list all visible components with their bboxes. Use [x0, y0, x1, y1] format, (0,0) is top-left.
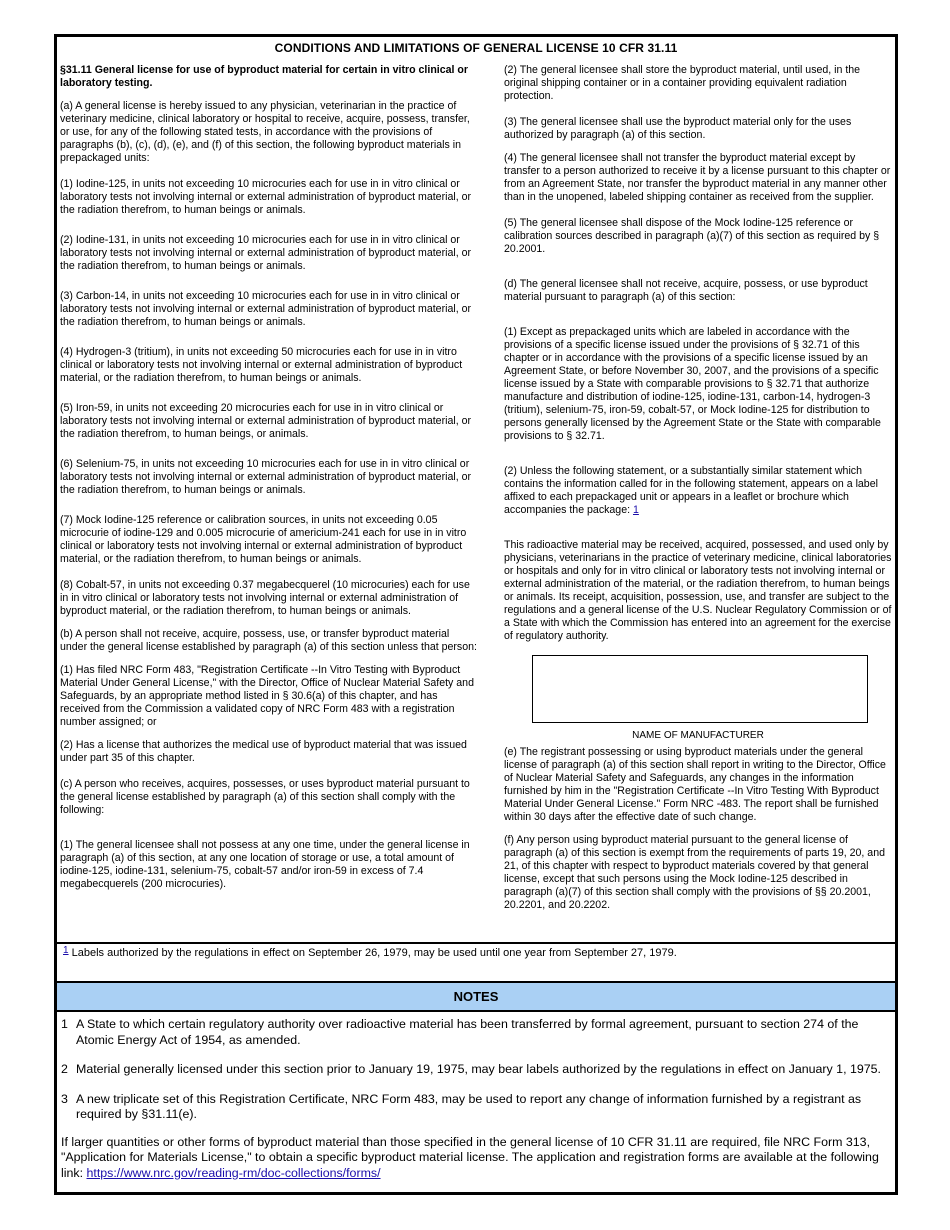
paragraph-d1: (1) Except as prepackaged units which are labeled in accordance with the provisions of a specific license issued under the provisions of § 32.71 of this chapter or in accordance with the provisions of a specific license issued by an Agreement State, or before November 30, 2007, and the provisions of a specific license issued by a State with comparable provisions to § 32.71 that authorize manufacture and distribution of iodine-125, iodine-131, carbon-14, hydrogen-3 (tritium), selenium-75, iron-59, cobalt-57, or Mock Iodine-125 for distribution to persons generally licensed by the Agreement State or the State with comparable provisions to § 32.71.	[504, 326, 881, 442]
paragraph-d: (d) The general licensee shall not receive, acquire, possess, or use byproduct material pursuant to paragraph (a) of this section:	[504, 278, 868, 303]
paragraph-a4: (4) Hydrogen-3 (tritium), in units not exceeding 50 microcuries each for use in in vitro clinical or laboratory tests not involving internal or external administration of byproduct material, or the radiation therefrom, to human beings or animals.	[60, 346, 463, 384]
paragraph-a8: (8) Cobalt-57, in units not exceeding 0.37 megabecquerel (10 microcuries) each for use in in vitro clinical or laboratory tests not involving internal or external administration of byproduct material, or the radiation therefrom, to human beings or animals.	[60, 579, 470, 617]
paragraph-a6: (6) Selenium-75, in units not exceeding 10 microcuries each for use in in vitro clinical or laboratory tests not involving internal or external administration of byproduct material, or the radiation therefrom, to human beings or animals.	[60, 458, 472, 496]
footnote-ref-link[interactable]: 1	[632, 504, 639, 516]
footnote-divider	[57, 942, 895, 944]
note-number: 3	[61, 1091, 68, 1106]
paragraph-e: (e) The registrant possessing or using byproduct materials under the general license of paragraph (a) of this section shall report in writing to the Director, Office of Nuclear Material Safety and Safeguards, any changes in the information furnished by him in the "Registration Certificate --In Vitro Testing With Byproduct Material Under General License." Form NRC -483. The report shall be furnished within 30 days after the effective date of such change.	[504, 746, 886, 823]
note-text: A new triplicate set of this Registration Certificate, NRC Form 483, may be used to report any change of information furnished by a registrant as required by §31.11(e).	[76, 1091, 862, 1121]
footnote-text: Labels authorized by the regulations in effect on September 26, 1979, may be used until one year from September 27, 1979.	[71, 947, 677, 959]
notes-list	[61, 1017, 889, 1193]
note-item	[61, 1092, 889, 1123]
paragraph-b: (b) A person shall not receive, acquire, possess, use, or transfer byproduct material under the general license established by paragraph (a) of this section unless that person:	[60, 628, 477, 653]
paragraph-c5: (5) The general licensee shall dispose of the Mock Iodine-125 reference or calibration sources described in paragraph (a)(7) of this section as required by § 20.2001.	[504, 217, 880, 255]
paragraph-a7: (7) Mock Iodine-125 reference or calibration sources, in units not exceeding 0.05 microcurie of iodine-129 and 0.005 microcurie of americium-241 each for use in in vitro clinical or laboratory tests not involving internal or external administration of byproduct material, or the radiation therefrom, to human beings or animals.	[60, 514, 467, 565]
paragraph-a2: (2) Iodine-131, in units not exceeding 10 microcuries each for use in in vitro clinical or laboratory tests not involving internal or external administration of byproduct material, or the radiation therefrom, to human beings or animals.	[60, 234, 472, 272]
label-statement: This radioactive material may be received, acquired, possessed, and used only by physicians, veterinarians in the practice of veterinary medicine, clinical laboratories or hospitals and only for in vitro clinical or laboratory tests not involving internal or external administration of the material, or the radiation therefrom, to human beings or animals. Its receipt, acquisition, possession, use, and transfer are subject to the regulations and a general license of the U.S. Nuclear Regulatory Commission or of a State with which the Commission has entered into an agreement for the exercise of regulatory authority.	[504, 539, 892, 642]
manufacturer-label: NAME OF MANUFACTURER	[632, 730, 764, 741]
right-column	[504, 64, 892, 912]
paragraph-f: (f) Any person using byproduct material pursuant to the general license of paragraph (a) of this section is exempt from the requirements of parts 19, 20, and 21, of this chapter with respect to byproduct materials covered by that general license, except that such persons using the Mock Iodine-125 described in paragraph (a)(7) of this section shall comply with the provisions of §§ 20.2001, 20.2201, and 20.2202.	[504, 834, 885, 911]
footnote-marker-link[interactable]: 1	[63, 945, 69, 956]
section-heading: §31.11 General license for use of byproduct material for certain in vitro clinical or laboratory testing.	[60, 64, 468, 89]
paragraph-a3: (3) Carbon-14, in units not exceeding 10 microcuries each for use in in vitro clinical or laboratory tests not involving internal or external administration of byproduct material, or the radiation therefrom, to human beings or animals.	[60, 290, 472, 328]
paragraph-a1: (1) Iodine-125, in units not exceeding 10 microcuries each for use in in vitro clinical or laboratory tests not involving internal or external administration of byproduct material, or the radiation therefrom, to human beings or animals.	[60, 178, 472, 216]
paragraph-a: (a) A general license is hereby issued to any physician, veterinarian in the practice of veterinary medicine, clinical laboratory or hospital to receive, acquire, possess, transfer, or use, for any of the following stated tests, in accordance with the provisions of paragraphs (b), (c), (d), (e), and (f) of this section, the following byproduct materials in prepackaged units:	[60, 100, 470, 164]
document-frame	[54, 34, 898, 1195]
notes-closing	[61, 1135, 889, 1182]
manufacturer-name-box	[532, 655, 868, 723]
paragraph-c4: (4) The general licensee shall not transfer the byproduct material except by transfer to a person authorized to receive it by a license pursuant to this chapter or from an Agreement State, nor transfer the byproduct material in any manner other than in the unopened, labeled shipping container as received from the supplier.	[504, 152, 891, 203]
note-text: Material generally licensed under this section prior to January 19, 1975, may bear labels authorized by the regulations in effect on January 1, 1975.	[76, 1062, 881, 1076]
paragraph-c1: (1) The general licensee shall not possess at any one time, under the general license in paragraph (a) of this section, at any one location of storage or use, a total amount of iodine-125, iodine-131, selenium-75, cobalt-57 and/or iron-59 in excess of 7.4 megabecquerels (200 microcuries).	[60, 839, 470, 890]
paragraph-c2: (2) The general licensee shall store the byproduct material, until used, in the original shipping container or in a container providing equivalent radiation protection.	[504, 64, 861, 102]
paragraph-a5: (5) Iron-59, in units not exceeding 20 microcuries each for use in in vitro clinical or laboratory tests not involving internal or external administration of byproduct material, or the radiation therefrom, to human beings, or animals.	[60, 402, 472, 440]
notes-heading: NOTES	[57, 981, 895, 1012]
paragraph-d2-text: (2) Unless the following statement, or a substantially similar statement which contains the information called for in the following statement, appears on a label affixed to each prepackaged unit or appears in a leaflet or brochure which accompanies the package:	[504, 465, 878, 516]
paragraph-b2: (2) Has a license that authorizes the medical use of byproduct material that was issued under part 35 of this chapter.	[60, 739, 467, 764]
note-number: 1	[61, 1017, 68, 1031]
footnote	[63, 947, 883, 959]
page-title: CONDITIONS AND LIMITATIONS OF GENERAL LICENSE 10 CFR 31.11	[274, 41, 678, 55]
forms-link[interactable]: https://www.nrc.gov/reading-rm/doc-collections/forms/	[86, 1165, 381, 1180]
note-text: A State to which certain regulatory authority over radioactive material has been transferred by formal agreement, pursuant to section 274 of the Atomic Energy Act of 1954, as amended.	[76, 1017, 859, 1047]
paragraph-b1: (1) Has filed NRC Form 483, "Registration Certificate --In Vitro Testing with Byproduct Material Under General License," with the Director, Office of Nuclear Material Safety and Safeguards, by an appropriate method listed in § 30.6(a) of this chapter, and has received from the Commission a validated copy of NRC Form 483 with a registration number assigned; or	[60, 664, 474, 728]
paragraph-d2	[504, 465, 892, 517]
left-column	[60, 64, 478, 891]
notes-closing-text: If larger quantities or other forms of byproduct material than those specified in the general license of 10 CFR 31.11 are required, file NRC Form 313, "Application for Materials License," to obtain a specific byproduct material license. The application and registration forms are available at the following link:	[61, 1134, 879, 1180]
note-item	[61, 1062, 889, 1078]
paragraph-c3: (3) The general licensee shall use the byproduct material only for the uses authorized by paragraph (a) of this section.	[504, 116, 852, 141]
note-number: 2	[61, 1062, 68, 1076]
note-item	[61, 1017, 889, 1048]
paragraph-c: (c) A person who receives, acquires, possesses, or uses byproduct material pursuant to the general license established by paragraph (a) of this section shall comply with the following:	[60, 778, 470, 816]
